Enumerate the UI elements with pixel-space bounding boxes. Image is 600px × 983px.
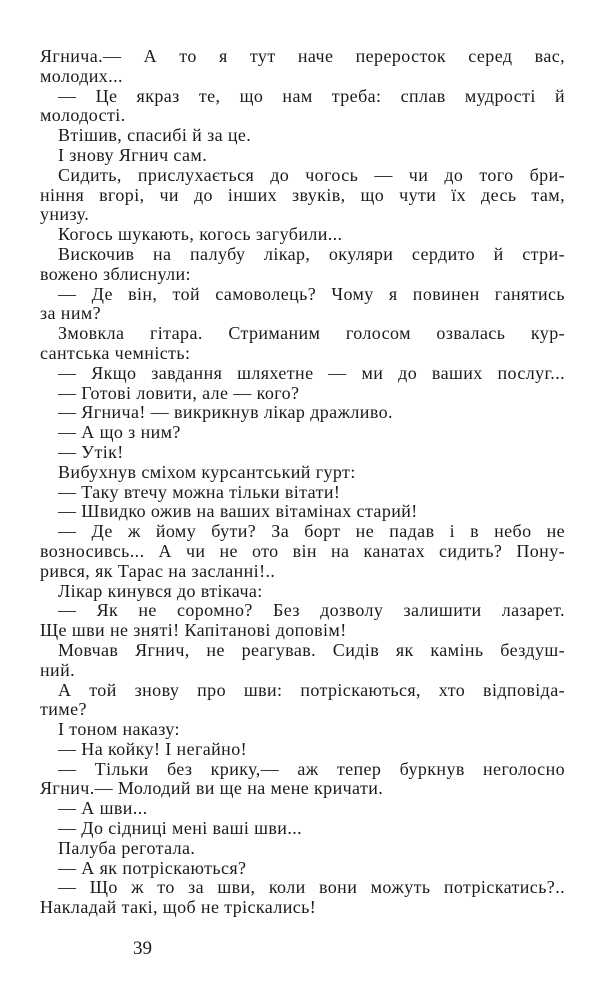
text-line: — Де він, той самоволець? Чому я повинен ганятись	[58, 283, 565, 304]
text-line: А той знову про шви: потріскаються, хто відповіда-	[58, 679, 565, 700]
text-line: за ним?	[40, 303, 102, 324]
text-line: — Утік!	[58, 441, 124, 462]
text-line: Палуба реготала.	[58, 837, 196, 858]
page-number: 39	[133, 938, 152, 959]
text-line: ний.	[40, 659, 75, 680]
text-line: Ягнича.— А то я тут наче переросток серед вас,	[40, 46, 565, 66]
text-line: — А як потріскаються?	[58, 857, 247, 878]
text-line: Вискочив на палубу лікар, окуляри сердито й стри-	[58, 243, 565, 264]
text-line: ніння вгорі, чи до інших звуків, що чути їх десь там,	[40, 184, 565, 205]
text-line: рився, як Тарас на засланні!..	[40, 560, 276, 581]
text-line: — А шви...	[58, 798, 148, 819]
text-line: тиме?	[40, 699, 87, 720]
text-line: — Швидко ожив на ваших вітамінах старий!	[58, 501, 418, 522]
text-line: сантська чемність:	[40, 342, 191, 363]
text-line: — Де ж йому бути? За борт не падав і в небо не	[58, 521, 565, 542]
text-line: Накладай такі, щоб не тріскались!	[40, 897, 317, 918]
text-line: Сидить, прислухається до чогось — чи до того бри-	[58, 164, 565, 185]
text-line: — До сідниці мені ваші шви...	[58, 818, 303, 839]
text-line: — Якщо завдання шляхетне — ми до ваших послуг...	[58, 362, 565, 383]
text-line: — Це якраз те, що нам треба: сплав мудрості й	[58, 85, 565, 106]
text-line: — Ягнича! — викрикнув лікар дражливо.	[58, 402, 393, 423]
text-line: Ще шви не зняті! Капітанові доповім!	[40, 620, 347, 641]
text-line: молодості.	[40, 105, 126, 126]
text-line: унизу.	[40, 204, 90, 225]
text-line: Змовкла гітара. Стриманим голосом озвалась кур-	[58, 323, 565, 344]
text-line: молодих...	[40, 65, 123, 86]
text-line: — Що ж то за шви, коли вони можуть потріскатись?..	[58, 877, 565, 898]
text-line: Вибухнув сміхом курсантський гурт:	[58, 461, 356, 482]
text-line: Ягнич.— Молодий ви ще на мене кричати.	[40, 778, 384, 799]
text-line: — Тільки без крику,— аж тепер буркнув неголосно	[58, 758, 565, 779]
text-line: — На койку! І негайно!	[58, 738, 247, 759]
text-line: вожено зблиснули:	[40, 263, 191, 284]
text-line: — Готові ловити, але — кого?	[58, 382, 300, 403]
text-line: Когось шукають, когось загубили...	[58, 224, 343, 245]
text-line: возносивсь... А чи не ото він на канатах сидить? Пону-	[40, 540, 565, 561]
text-line: Втішив, спасибі й за це.	[58, 125, 252, 146]
text-line: Лікар кинувся до втікача:	[58, 580, 263, 601]
text-line: І знову Ягнич сам.	[58, 144, 208, 165]
text-line: — А що з ним?	[58, 422, 181, 443]
page-body-text	[40, 47, 565, 918]
text-line: Мовчав Ягнич, не реагував. Сидів як камінь бездуш-	[58, 639, 565, 660]
text-line: — Як не соромно? Без дозволу залишити лазарет.	[58, 600, 565, 621]
text-line: — Таку втечу можна тільки вітати!	[58, 481, 341, 502]
text-line: І тоном наказу:	[58, 719, 180, 740]
